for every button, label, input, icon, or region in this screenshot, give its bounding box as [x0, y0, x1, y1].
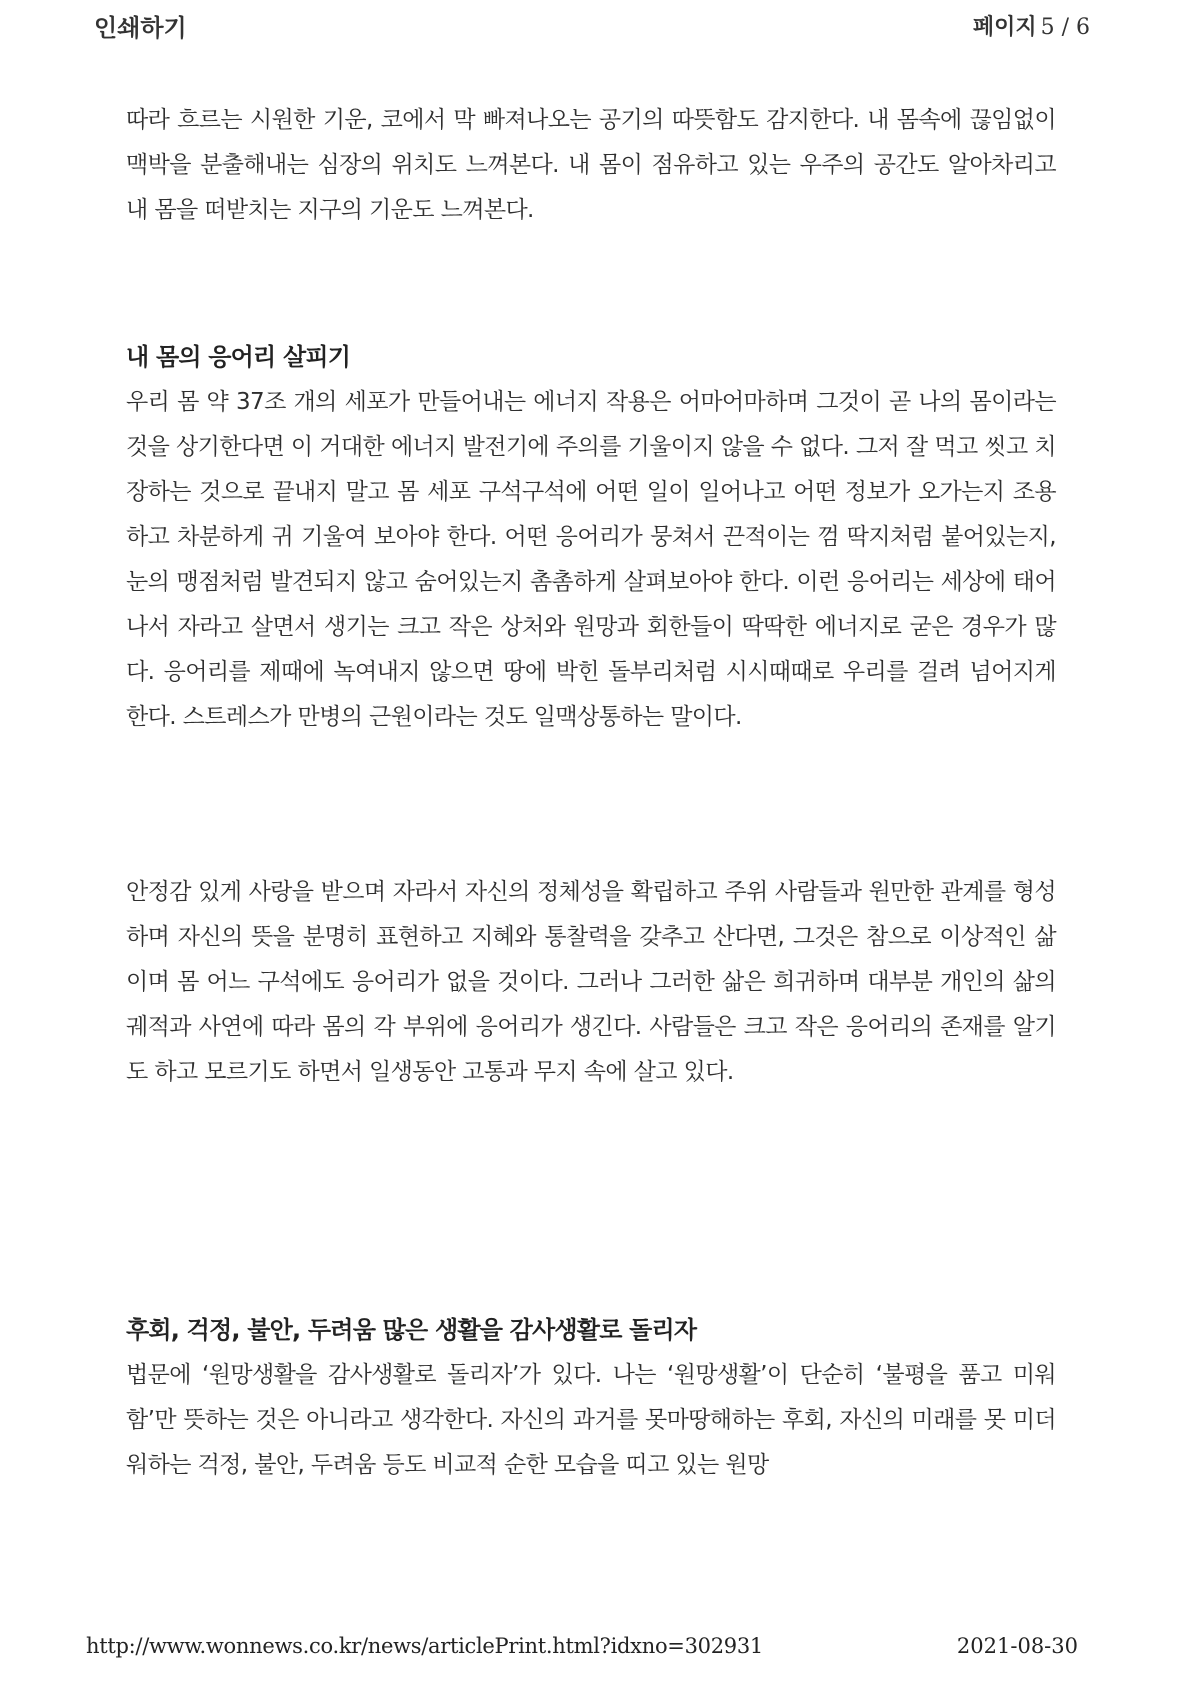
section-paragraph-gratitude: 법문에 ‘원망생활을 감사생활로 돌리자’가 있다. 나는 ‘원망생활’이 단순히 ‘불평을 품고 미워함’만 뜻하는 것은 아니라고 생각한다. 자신의 과거를 못마땅해하는 후회, 자신의 미래를 못 미더워하는 걱정, 불안, 두려움 등도 비교적 순한 모습을 띠고 있는 원망	[126, 1362, 1056, 1478]
page-number: 5 / 6	[1040, 15, 1090, 40]
intro-paragraph: 따라 흐르는 시원한 기운, 코에서 막 빠져나오는 공기의 따뜻함도 감지한다. 내 몸속에 끊임없이 맥박을 분출해내는 심장의 위치도 느껴본다. 내 몸이 점유하고 있는 우주의 공간도 알아차리고 내 몸을 떠받치는 지구의 기운도 느껴본다.	[126, 107, 1056, 223]
source-url: http://www.wonnews.co.kr/news/articlePrint.html?idxno=302931	[86, 1634, 763, 1658]
intro-section	[126, 98, 1056, 233]
page-indicator	[973, 10, 1090, 41]
section-heading-knots: 내 몸의 응어리 살피기	[126, 343, 351, 371]
section-body-knots	[126, 335, 1056, 740]
section-heading-gratitude: 후회, 걱정, 불안, 두려움 많은 생활을 감사생활로 돌리자	[126, 1316, 697, 1344]
section-paragraph-knots-2: 안정감 있게 사랑을 받으며 자라서 자신의 정체성을 확립하고 주위 사람들과 원만한 관계를 형성하며 자신의 뜻을 분명히 표현하고 지혜와 통찰력을 갖추고 산다면, 그것은 참으로 이상적인 삶이며 몸 어느 구석에도 응어리가 없을 것이다. 그러나 그러한 삶은 희귀하며 대부분 개인의 삶의 궤적과 사연에 따라 몸의 각 부위에 응어리가 생긴다. 사람들은 크고 작은 응어리의 존재를 알기도 하고 모르기도 하면서 일생동안 고통과 무지 속에 살고 있다.	[126, 879, 1056, 1085]
page-label: 페이지	[972, 15, 1037, 40]
section-body-knots-2	[126, 870, 1056, 1095]
section-paragraph-knots: 우리 몸 약 37조 개의 세포가 만들어내는 에너지 작용은 어마어마하며 그것이 곧 나의 몸이라는 것을 상기한다면 이 거대한 에너지 발전기에 주의를 기울이지 않을 수 없다. 그저 잘 먹고 씻고 치장하는 것으로 끝내지 말고 몸 세포 구석구석에 어떤 일이 일어나고 어떤 정보가 오가는지 조용하고 차분하게 귀 기울여 보아야 한다. 어떤 응어리가 뭉쳐서 끈적이는 껌 딱지처럼 붙어있는지, 눈의 맹점처럼 발견되지 않고 숨어있는지 촘촘하게 살펴보아야 한다. 이런 응어리는 세상에 태어나서 자라고 살면서 생기는 크고 작은 상처와 원망과 회한들이 딱딱한 에너지로 굳은 경우가 많다. 응어리를 제때에 녹여내지 않으면 땅에 박힌 돌부리처럼 시시때때로 우리를 걸려 넘어지게 한다. 스트레스가 만병의 근원이라는 것도 일맥상통하는 말이다.	[126, 389, 1056, 730]
section-body-gratitude	[126, 1308, 1056, 1488]
print-date: 2021-08-30	[956, 1634, 1078, 1658]
print-link[interactable]: 인쇄하기	[94, 14, 187, 42]
